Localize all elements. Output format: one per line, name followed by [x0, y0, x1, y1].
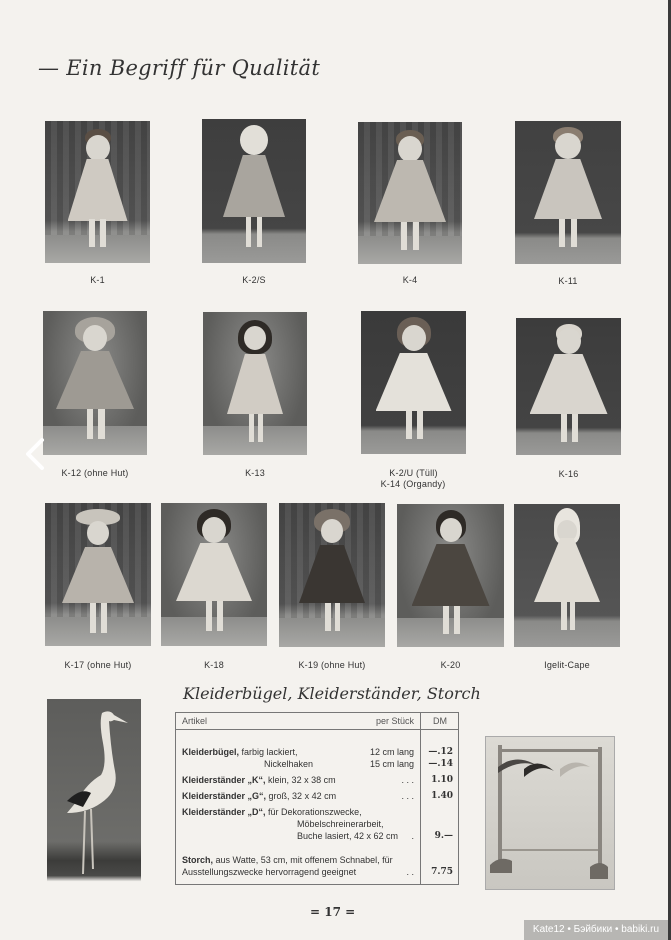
caption-k13: K-13: [245, 468, 265, 478]
stork-icon: [47, 699, 141, 889]
caption-k1: K-1: [90, 275, 105, 285]
doll-photo-k12: [43, 311, 147, 455]
caption-k2s: K-2/S: [242, 275, 266, 285]
caption-k20: K-20: [440, 660, 461, 670]
table-row-kleiderbuegel: Kleiderbügel, farbig lackiert, 12 cm lang Nickelhaken 15 cm lang —.12 —.14: [176, 730, 459, 771]
doll-photo-k2s: [202, 119, 306, 263]
table-row-kleiderstaender-d: Kleiderständer „D“, für Dekorationszwecke, Möbelschreinerarbeit, Buche lasiert, 42 x 62 cm . 9.—: [176, 802, 459, 842]
table-row-storch: Storch, aus Watte, 53 cm, mit offenem Schnabel, für Ausstellungszwecke hervorragend geeignet . . 7.75: [176, 842, 459, 885]
caption-k12: K-12 (ohne Hut): [61, 468, 129, 478]
caption-igelit-cape: Igelit-Cape: [544, 660, 590, 670]
page-number: = 17 =: [310, 905, 356, 919]
caption-k18: K-18: [204, 660, 224, 670]
doll-photo-k4: [358, 122, 462, 264]
clothes-rack-photo: [485, 736, 615, 890]
stork-photo: [47, 699, 141, 889]
caption-k19: K-19 (ohne Hut): [298, 660, 366, 670]
doll-photo-k2u-k14: [361, 311, 466, 454]
chevron-left-icon: [22, 437, 48, 471]
watermark: Kate12 • Бэйбики • babiki.ru: [524, 920, 668, 940]
accessories-title: Kleiderbügel, Kleiderständer, Storch: [183, 684, 481, 703]
caption-k4: K-4: [402, 275, 418, 285]
doll-photo-k11: [515, 121, 621, 264]
table-row-kleiderstaender-g: Kleiderständer „G“, groß, 32 x 42 cm . . . 1.40: [176, 786, 459, 802]
caption-k11: K-11: [558, 276, 578, 286]
doll-photo-k17: [45, 503, 151, 646]
caption-k2u: K-2/U (Tüll): [389, 468, 438, 478]
clothes-rack-icon: [486, 737, 614, 889]
photo-igelit-cape: [514, 504, 620, 647]
table-row-kleiderstaender-k: Kleiderständer „K“, klein, 32 x 38 cm . . . 1.10: [176, 770, 459, 786]
page-headline: — Ein Begriff für Qualität: [38, 56, 321, 80]
caption-k14: K-14 (Organdy): [380, 479, 446, 489]
previous-page-button[interactable]: [22, 437, 48, 471]
doll-photo-k18: [161, 503, 267, 646]
header-artikel: Artikel per Stück: [176, 713, 421, 730]
doll-photo-k19: [279, 503, 385, 647]
caption-k16: K-16: [558, 469, 579, 479]
doll-photo-k20: [397, 504, 504, 647]
price-table: [175, 712, 459, 885]
doll-photo-k16: [516, 318, 621, 455]
doll-photo-k13: [203, 312, 307, 455]
header-dm: DM: [421, 713, 459, 730]
doll-photo-k1: [45, 121, 150, 263]
caption-k17: K-17 (ohne Hut): [64, 660, 132, 670]
